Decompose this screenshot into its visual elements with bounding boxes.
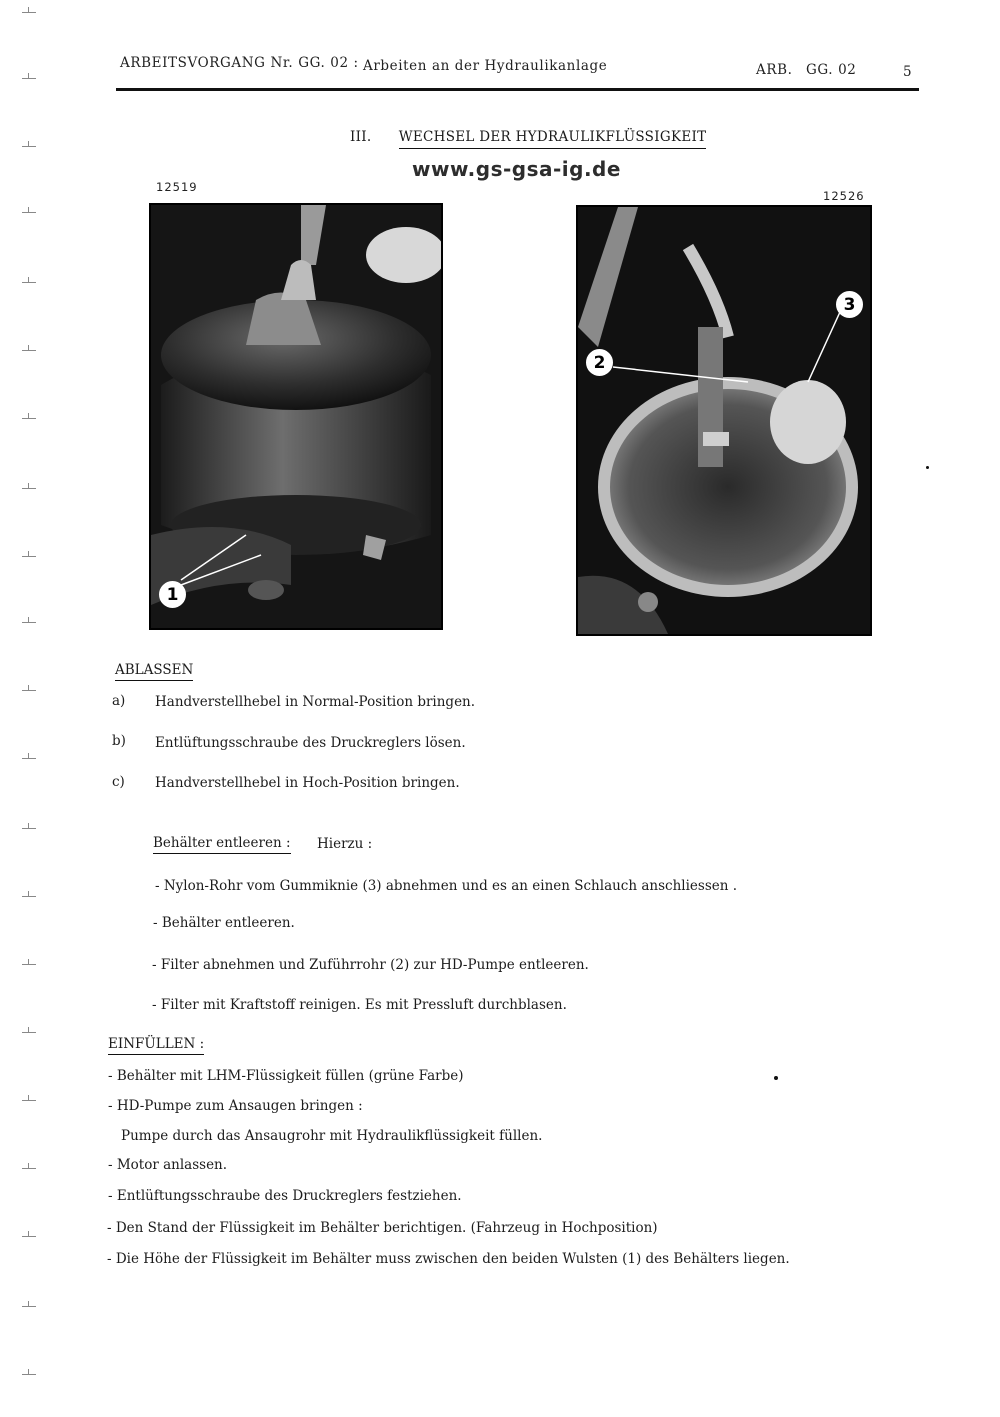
- header-code: GG. 02: [806, 62, 857, 78]
- einfuellen-line-2: - HD-Pumpe zum Ansaugen bringen :: [108, 1098, 363, 1114]
- entleeren-item-1: - Nylon-Rohr vom Gummiknie (3) abnehmen und es an einen Schlauch anschliessen .: [155, 878, 738, 894]
- entleeren-item-4: - Filter mit Kraftstoff reinigen. Es mit Pressluft durchblasen.: [152, 997, 567, 1013]
- photo-2-callout-2: 2: [586, 349, 613, 376]
- watermark-url: www.gs-gsa-ig.de: [412, 157, 621, 181]
- photo-1-callout-1: 1: [159, 581, 186, 608]
- step-b-label: b): [112, 733, 126, 749]
- section-title: [350, 129, 706, 145]
- entleeren-item-3: - Filter abnehmen und Zuführrohr (2) zur HD-Pumpe entleeren.: [152, 957, 589, 973]
- step-a-text: Handverstellhebel in Normal-Position bringen.: [155, 694, 476, 710]
- entleeren-intro: Hierzu :: [317, 836, 373, 852]
- section-heading: WECHSEL DER HYDRAULIKFLÜSSIGKEIT: [399, 129, 707, 149]
- header-procedure-number: ARBEITSVORGANG Nr. GG. 02 :: [120, 55, 359, 71]
- header-arb-label: ARB.: [756, 62, 793, 78]
- header-title: Arbeiten an der Hydraulikanlage: [363, 58, 608, 74]
- einfuellen-line-5: - Entlüftungsschraube des Druckreglers festziehen.: [108, 1188, 462, 1204]
- step-c-label: c): [112, 774, 125, 790]
- einfuellen-line-1: - Behälter mit LHM-Flüssigkeit füllen (grüne Farbe): [108, 1068, 464, 1084]
- entleeren-heading: Behälter entleeren :: [153, 835, 291, 851]
- step-a-label: a): [112, 693, 126, 709]
- photo-2-image: [578, 207, 870, 634]
- ablassen-heading: ABLASSEN: [115, 662, 193, 678]
- step-b-text: Entlüftungsschraube des Druckreglers lösen.: [155, 735, 466, 751]
- photo-1-reservoir: [149, 203, 443, 630]
- header-rule: [116, 88, 919, 91]
- photo-1-image: [151, 205, 441, 628]
- section-number: III.: [350, 129, 372, 145]
- scan-speck: [774, 1076, 778, 1080]
- entleeren-item-2: - Behälter entleeren.: [153, 915, 295, 931]
- einfuellen-line-7: - Die Höhe der Flüssigkeit im Behälter muss zwischen den beiden Wulsten (1) des Behälters liegen.: [107, 1251, 790, 1267]
- photo-2-number: 12526: [823, 189, 865, 203]
- einfuellen-line-4: - Motor anlassen.: [108, 1157, 228, 1173]
- photo-1-number: 12519: [156, 180, 198, 194]
- scan-speck: [926, 466, 929, 469]
- einfuellen-line-6: - Den Stand der Flüssigkeit im Behälter berichtigen. (Fahrzeug in Hochposition): [107, 1220, 658, 1236]
- einfuellen-line-3: Pumpe durch das Ansaugrohr mit Hydraulikflüssigkeit füllen.: [121, 1128, 543, 1144]
- step-c-text: Handverstellhebel in Hoch-Position bringen.: [155, 775, 460, 791]
- einfuellen-heading: EINFÜLLEN :: [108, 1036, 204, 1052]
- photo-2-callout-3: 3: [836, 291, 863, 318]
- page-number: 5: [903, 64, 913, 80]
- photo-2-reservoir-open: [576, 205, 872, 636]
